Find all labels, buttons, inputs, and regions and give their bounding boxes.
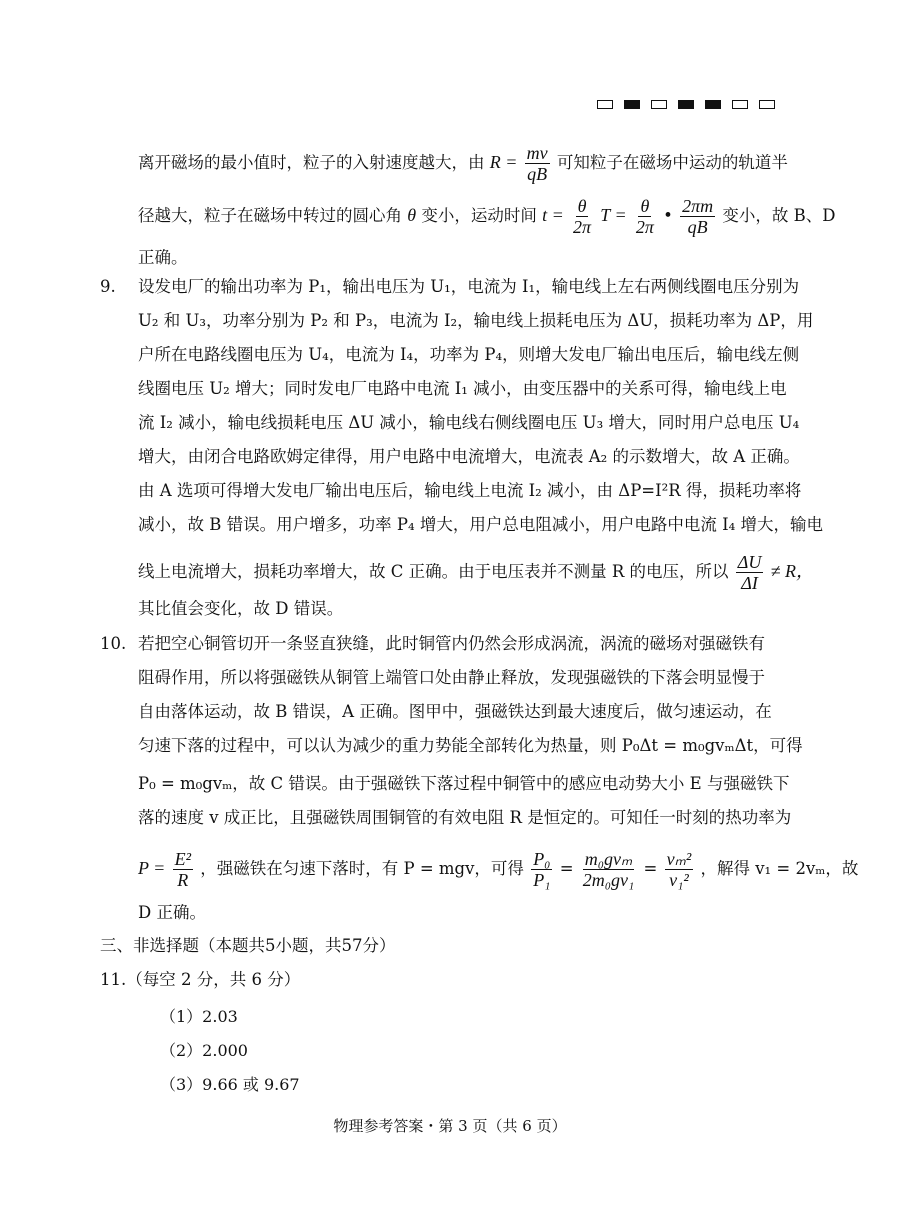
section-heading: 三、非选择题（本题共5小题，共57分） — [100, 936, 396, 955]
question-11-header: 11.（每空 2 分，共 6 分） — [100, 970, 301, 989]
fraction: $\frac{2\pi m}{qB}$ — [682, 196, 714, 237]
mark-filled — [705, 100, 721, 109]
q10-line: 阻碍作用，所以将强磁铁从铜管上端管口处由静止释放，发现强磁铁的下落会明显慢于 — [138, 668, 765, 687]
q10-line: 若把空心铜管切开一条竖直狭缝，此时铜管内仍然会形成涡流，涡流的磁场对强磁铁有 — [138, 634, 765, 653]
q10-line: 自由落体运动，故 B 错误，A 正确。图甲中，强磁铁达到最大速度后，做匀速运动，在 — [138, 702, 772, 721]
answer-item: （2）2.000 — [160, 1041, 248, 1060]
q9-line: 户所在电路线圈电压为 U₄，电流为 I₄，功率为 P₄，则增大发电厂输出电压后，输电线左侧 — [138, 345, 800, 364]
fraction: $\frac{\Delta U}{\Delta I}$ — [737, 552, 762, 593]
question-10-number: 10. — [100, 634, 127, 653]
q9-line: 流 I₂ 减小，输电线损耗电压 ΔU 减小，输电线右侧线圈电压 U₃ 增大，同时用户总电压 U₄ — [138, 413, 800, 432]
q9-line: 由 A 选项可得增大发电厂输出电压后，输电线上电流 I₂ 减小，由 ΔP=I²R 得，损耗功率将 — [138, 481, 802, 500]
mark-empty — [597, 100, 613, 109]
mark-empty — [651, 100, 667, 109]
cont-line-1 — [138, 143, 788, 184]
text: 离开磁场的最小值时，粒子的入射速度越大，由 — [138, 153, 485, 172]
fraction: $\frac{\text{vₘ²}}{\text{v₁²}}$ — [666, 849, 692, 890]
q9-line-9: 线上电流增大，损耗功率增大，故 C 正确。由于电压表并不测量 R 的电压，所以 $\frac{\Delta U}{\Delta I}$ ≠ R， — [138, 552, 814, 593]
fraction: $\frac{\text{m₀gvₘ}}{\text{2m₀gv₁}}$ — [582, 849, 635, 890]
q10-line: 匀速下落的过程中，可以认为减少的重力势能全部转化为热量，则 P₀Δt = m₀gvₘΔt，可得 — [138, 736, 803, 755]
q10-line: P₀ = m₀gvₘ，故 C 错误。由于强磁铁下落过程中铜管中的感应电动势大小 E 与强磁铁下 — [138, 774, 790, 793]
q10-line-8: D 正确。 — [138, 903, 206, 922]
fraction: $\frac{\theta}{2\pi}$ — [635, 196, 654, 237]
fraction: $\frac{\text{E²}}{R}$ — [174, 849, 191, 890]
cont-line-2: 径越大，粒子在磁场中转过的圆心角 θ 变小，运动时间 t = $\frac{\theta}{2\pi}$ T = $\frac{\theta}{2\pi}$ • $\frac{2\pi m}{qB}$ 变小，故 B、D — [138, 196, 836, 237]
formula: R = — [489, 152, 518, 172]
mark-filled — [624, 100, 640, 109]
fraction: $\frac{mv}{qB}$ — [526, 143, 548, 184]
q9-line: 设发电厂的输出功率为 P₁，输出电压为 U₁，电流为 I₁，输电线上左右两侧线圈电压分别为 — [138, 277, 800, 296]
mark-empty — [732, 100, 748, 109]
cont-line-3: 正确。 — [138, 248, 188, 267]
answer-item: （1）2.03 — [160, 1007, 238, 1026]
question-9-number: 9. — [100, 277, 116, 296]
q9-line: 增大，由闭合电路欧姆定律得，用户电路中电流增大，电流表 A₂ 的示数增大，故 A 正确。 — [138, 447, 800, 466]
q9-line-10: 其比值会变化，故 D 错误。 — [138, 599, 344, 618]
header-marks — [597, 100, 775, 109]
q9-line: U₂ 和 U₃，功率分别为 P₂ 和 P₃，电流为 I₂，输电线上损耗电压为 ΔU，损耗功率为 ΔP，用 — [138, 311, 814, 330]
q9-line: 减小，故 B 错误。用户增多，功率 P₄ 增大，用户总电阻减小，用户电路中电流 I₄ 增大，输电 — [138, 515, 823, 534]
q10-line-7: P = $\frac{\text{E²}}{R}$ ，强磁铁在匀速下落时，有 P = mgv，可得 $\frac{\text{P₀}}{\text{P₁}}$ = $\frac{\text{m₀gvₘ}}{\text{2m₀gv₁}}$ = $\frac{\text{vₘ²}}{\text{v₁²}}$ ，解得 v₁ = 2vₘ，故 — [138, 849, 859, 890]
mark-filled — [678, 100, 694, 109]
mark-empty — [759, 100, 775, 109]
answer-item: （3）9.66 或 9.67 — [160, 1075, 300, 1094]
text: 可知粒子在磁场中运动的轨道半 — [556, 153, 788, 172]
q9-line: 线圈电压 U₂ 增大；同时发电厂电路中电流 I₁ 减小，由变压器中的关系可得，输电线上电 — [138, 379, 787, 398]
q10-line: 落的速度 v 成正比，且强磁铁周围铜管的有效电阻 R 是恒定的。可知任一时刻的热功率为 — [138, 808, 792, 827]
fraction: $\frac{\theta}{2\pi}$ — [573, 196, 592, 237]
fraction: $\frac{\text{P₀}}{\text{P₁}}$ — [533, 849, 551, 890]
page-footer: 物理参考答案・第 3 页（共 6 页） — [333, 1117, 567, 1135]
